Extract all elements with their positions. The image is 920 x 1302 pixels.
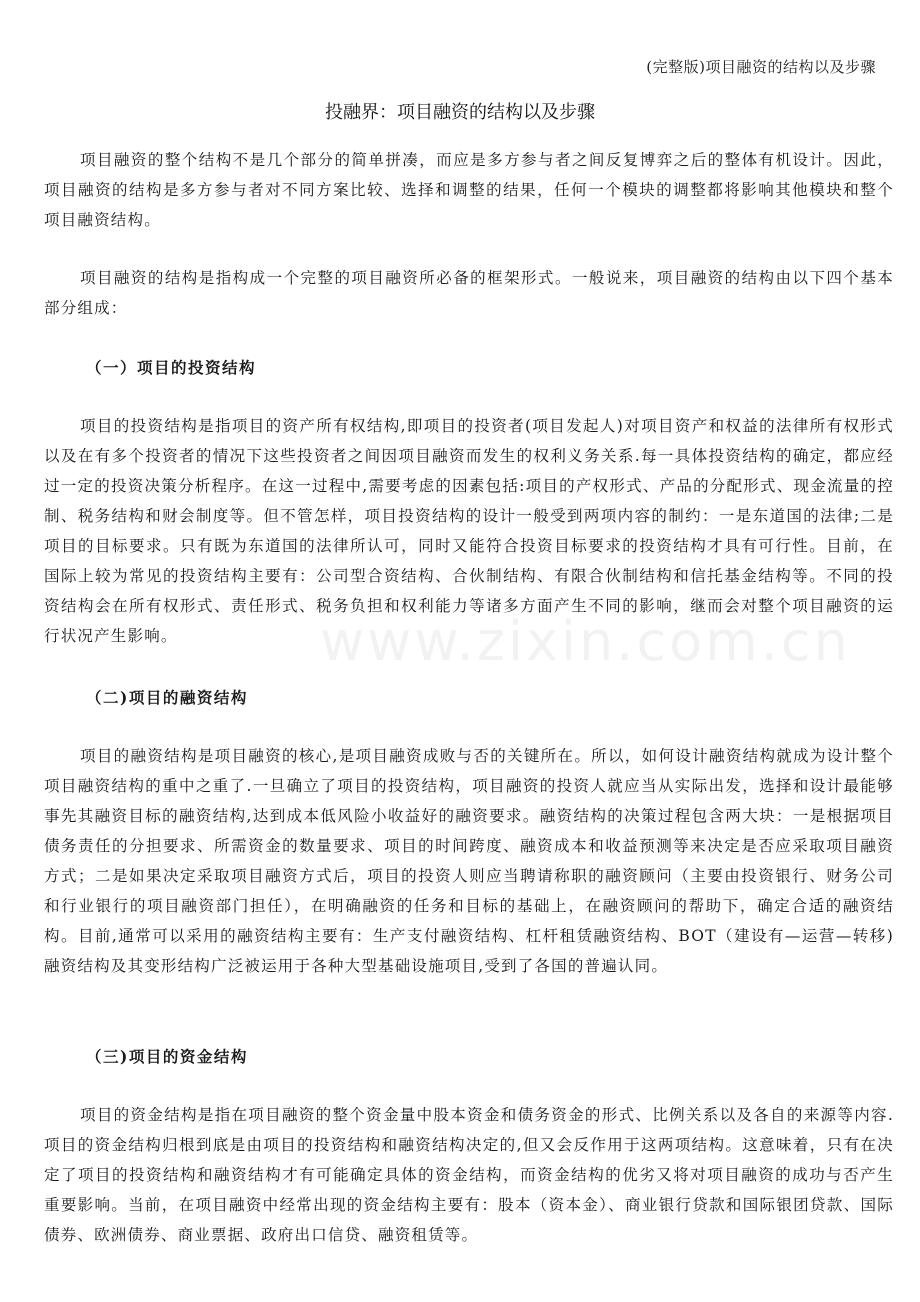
paragraph-investment-structure: 项目的投资结构是指项目的资产所有权结构,即项目的投资者(项目发起人)对项目资产和权益的法律所有权形式以及在有多个投资者的情况下这些投资者之间因项目融资而发生的权利义务关系.每一具体投资结构的确定，都应经过一定的投资决策分析程序。在这一过程中,需要考虑的因素包括:项目的产权形式、产品的分配形式、现金流量的控制、税务结构和财会制度等。但不管怎样，项目投资结构的设计一般受到两项内容的制约：一是东道国的法律;二是项目的目标要求。只有既为东道国的法律所认可，同时又能符合投资目标要求的投资结构才具有可行性。目前，在国际上较为常见的投资结构主要有：公司型合资结构、合伙制结构、有限合伙制结构和信托基金结构等。不同的投资结构会在所有权形式、责任形式、税务负担和权利能力等诸多方面产生不同的影响，继而会对整个项目融资的运行状况产生影响。	[44, 417, 894, 645]
paragraph-financing-structure: 项目的融资结构是项目融资的核心,是项目融资成败与否的关键所在。所以，如何设计融资结构就成为设计整个项目融资结构的重中之重了.一旦确立了项目的投资结构，项目融资的投资人就应当从实际出发，选择和设计最能够事先其融资目标的融资结构,达到成本低风险小收益好的融资要求。融资结构的决策过程包含两大块：一是根据项目债务责任的分担要求、所需资金的数量要求、项目的时间跨度、融资成本和收益预测等来决定是否应采取项目融资方式；二是如果决定采取项目融资方式后，项目的投资人则应当聘请称职的融资顾问（主要由投资银行、财务公司和行业银行的项目融资部门担任），在明确融资的任务和目标的基础上，在融资顾问的帮助下，确定合适的融资结构。目前,通常可以采用的融资结构主要有：生产支付融资结构、杠杆租赁融资结构、BOT（建设有—运营—转移)融资结构及其变形结构广泛被运用于各种大型基础设施项目,受到了各国的普遍认同。	[44, 747, 894, 975]
section-heading-financing: （二)项目的融资结构	[86, 688, 248, 707]
watermark: www.zixin.com.cn	[320, 610, 851, 673]
paragraph-capital-structure: 项目的资金结构是指在项目融资的整个资金量中股本资金和债务资金的形式、比例关系以及各自的来源等内容.项目的资金结构归根到底是由项目的投资结构和融资结构决定的,但又会反作用于这两项结构。这意味着，只有在决定了项目的投资结构和融资结构才有可能确定具体的资金结构，而资金结构的优劣又将对项目融资的成功与否产生重要影响。当前，在项目融资中经常出现的资金结构主要有：股本（资本金）、商业银行贷款和国际银团贷款、国际债券、欧洲债券、商业票据、政府出口信贷、融资租赁等。	[44, 1106, 894, 1244]
paragraph-definition: 项目融资的结构是指构成一个完整的项目融资所必备的框架形式。一般说来，项目融资的结构由以下四个基本部分组成：	[44, 269, 894, 317]
paragraph-intro: 项目融资的整个结构不是几个部分的简单拼凑，而应是多方参与者之间反复博弈之后的整体有机设计。因此，项目融资的结构是多方参与者对不同方案比较、选择和调整的结果，任何一个模块的调整都将影响其他模块和整个项目融资结构。	[44, 151, 894, 229]
section-heading-capital: （三)项目的资金结构	[86, 1047, 248, 1066]
running-header: (完整版)项目融资的结构以及步骤	[646, 58, 876, 76]
section-heading-investment: （一）项目的投资结构	[86, 358, 257, 377]
document-title: 投融界：项目融资的结构以及步骤	[325, 102, 595, 123]
